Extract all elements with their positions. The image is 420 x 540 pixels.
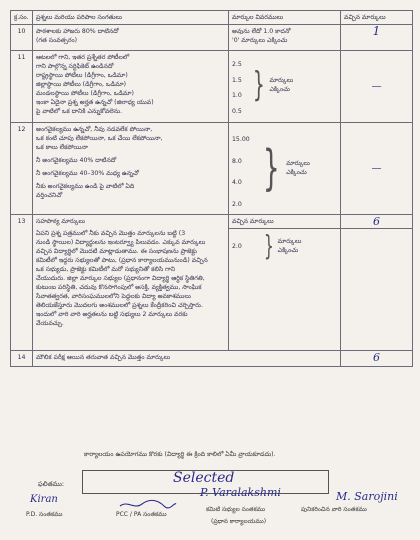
question-line: పాఠశాలకు హాజరు 80% దాటినదో xyxy=(36,28,119,35)
question-line: ఒక కాలు లేకపోయినా xyxy=(36,144,88,151)
result-value: Selected xyxy=(173,470,235,486)
row-title: సహపాఠ్య మార్కులు xyxy=(36,218,86,225)
row-number: 11 xyxy=(11,51,33,123)
member1-signature: P. Varalakshmi xyxy=(200,486,281,499)
brace-icon: } xyxy=(263,229,274,262)
question-line: చేయుదురు. జిల్లా మార్కుల సభ్యుల (ప్రధానంగా విద్యార్థి ఆర్థిక స్థితిగతి, xyxy=(36,275,205,282)
question-line: కమిటీలో ఇద్దరు సభ్యులతో పాటు, (ప్రధాన కార్యాలయమునుండి) వచ్చిన xyxy=(36,257,208,264)
question-line: నీ అంగవైకల్యము 40% దాటినదో xyxy=(36,157,117,164)
header-criteria: ప్రశ్నలు మరియు పరిపాల సంగతులు xyxy=(33,11,229,25)
header-sno: క్ర.సం. xyxy=(11,11,33,25)
row-options xyxy=(229,25,341,51)
row-number: 12 xyxy=(11,123,33,215)
option-value: 0.5 xyxy=(232,107,242,115)
row-number: 13 xyxy=(11,215,33,351)
row-options xyxy=(229,215,341,351)
question-line: ఇందులో వారి వారి అర్హతలను బట్టి సభ్యులు 2 మార్కులు వరకు xyxy=(36,311,188,318)
row-mark xyxy=(341,51,413,123)
question-line: ఒక సభ్యుడు, ప్రాజెక్టు కమిటీలో మరో సభ్యునితో కలిసి గాని xyxy=(36,266,176,273)
row-question xyxy=(33,25,229,51)
question-line: వర్తించనిచో xyxy=(36,192,63,199)
marks-table xyxy=(10,10,413,367)
handwritten-mark: 1 xyxy=(372,24,381,38)
option-value: 2.0 xyxy=(232,200,242,208)
option-line: '0' మార్కులు ఎక్కించు xyxy=(232,37,288,44)
row-options xyxy=(229,123,341,215)
option-label: మార్కులు ఎక్కించు xyxy=(286,160,310,176)
option-value: 4.0 xyxy=(232,179,242,187)
handwritten-mark: — xyxy=(371,80,382,92)
question-line: ఒక కంటి చూపు లేకపోయినా, ఒక చేయి లేకపోయినా, xyxy=(36,135,163,142)
option-label: మార్కులు ఎక్కించు xyxy=(277,238,302,254)
brace-icon: } xyxy=(252,65,265,105)
question-line: అంగవైకల్యము ఉన్నచో, నీవు నడవలేక పోయినా, xyxy=(36,126,153,133)
question-line: వేయవచ్చు. xyxy=(36,320,64,327)
question-line: తెలియజేస్తూరు మొదలగు అంశములలో ప్రశ్నలు కేంద్రీకరించి చర్చిస్తారు. xyxy=(36,302,203,309)
question-line: జిల్లాస్థాయి పోటీలు (డిగ్రీగాం, ఒడిమా) xyxy=(36,81,127,88)
table-row xyxy=(11,25,413,51)
question-line: (గత సంవత్సరం) xyxy=(36,37,78,44)
table-row xyxy=(11,215,413,351)
question-line: పై వాటిలో ఒక దానికి ఎన్నుకోవలెను. xyxy=(36,108,123,115)
option-value: 8.0 xyxy=(232,157,242,165)
pd-signature: Kiran xyxy=(30,494,58,505)
pd-signature-label: P.D. సంతకము xyxy=(26,511,63,518)
member2-signature: M. Sarojini xyxy=(336,490,398,503)
row-number: 14 xyxy=(11,351,33,367)
option-label: మార్కులు ఎక్కించు xyxy=(269,77,294,93)
question-line: రాష్ట్రస్థాయి పోటీలు (డిగ్రీగాం, ఒడిమా) xyxy=(36,72,128,79)
brace-icon: } xyxy=(262,140,280,196)
options-subheader: వచ్చిన మార్కులు xyxy=(229,215,340,229)
question-line: ఏపని ప్రశ్న పత్రములో నీకు వచ్చిన మొత్తం మార్కులను బట్టి (3 xyxy=(36,230,186,237)
pcc-signature-label: PCC / PA సంతకము xyxy=(116,511,167,518)
row-options xyxy=(229,51,341,123)
option-value: 2.5 xyxy=(232,61,242,68)
row-question: మౌలిక పరీక్ష ఆయిన తరువాత వచ్చిన మొత్తం మార్కులు xyxy=(33,351,341,367)
row-question xyxy=(33,51,229,123)
header-marks: వచ్చిన మార్కులు xyxy=(341,11,413,25)
handwritten-mark: 6 xyxy=(373,351,380,364)
member1-signature-sub: (ప్రధాన కార్యాలయము) xyxy=(211,518,267,525)
result-label: ఫలితము: xyxy=(38,480,65,488)
question-line: నుండి స్థాయిల) విద్యార్థులను ఇంటర్వ్యూ పిలువడం. ఎక్కువ మార్కులు xyxy=(36,239,206,246)
question-line: నీ అంగవైకల్యము 40–30% మధ్య ఉన్నచో xyxy=(36,170,139,177)
question-line: మండలస్థాయి పోటీలు (డిగ్రీగాం, ఒడిమా) xyxy=(36,90,134,97)
question-line: వచ్చిన విద్యార్థిలో మొదటి మాట్లాడుతాము. ఈ సంభాషణను ప్రాజెక్టు xyxy=(36,248,197,255)
option-value: 1.5 xyxy=(232,76,242,84)
question-line: గాని పాల్గొన్న సర్టిఫికెట్ ఉండినదో xyxy=(36,63,114,70)
handwritten-mark: 6 xyxy=(373,215,380,228)
member1-signature-label: కమిటి సభ్యుల సంతకము xyxy=(206,506,266,513)
option-value: 1.0 xyxy=(232,92,242,100)
row-mark xyxy=(341,123,413,215)
table-header-row xyxy=(11,11,413,25)
handwritten-mark: — xyxy=(371,162,382,174)
pcc-signature xyxy=(118,495,178,507)
option-value: 15.00 xyxy=(232,136,250,143)
row-number: 10 xyxy=(11,25,33,51)
table-row xyxy=(11,123,413,215)
option-line: అవును లేదో 1.0 కాదనో xyxy=(232,28,291,35)
member2-signature-label: పునికరించిన వారి సంతకము xyxy=(301,506,367,513)
table-row xyxy=(11,51,413,123)
row-question xyxy=(33,123,229,215)
row-mark xyxy=(341,351,413,367)
office-use-note: కార్యాలయం ఉపయోగము కొరకు (విద్యార్థి ఈ క్రింది కాలిలో ఏమీ వ్రాయకూడదు). xyxy=(84,451,276,458)
header-options: మార్కుల వివరములు xyxy=(229,11,341,25)
question-line: కుటుంబ పరిస్థితి, చదువు కొనసాగింపులో అసక్తి, వ్యక్తిత్వము, సాంఘిక xyxy=(36,284,202,291)
row-mark xyxy=(341,215,413,351)
question-line: సేవాతత్వరత, వారిసంఘములలోని పెద్దలకు విద్యా అవకాశములు xyxy=(36,293,191,300)
question-line: నీకు అంగవైకల్యము ఉండి పై వాటిలో ఏది xyxy=(36,183,135,190)
row-mark xyxy=(341,25,413,51)
option-value: 2.0 xyxy=(232,242,242,250)
question-line: ఆటలలో గాని, ఇతర ప్రశ్నేతర పోటీలలో xyxy=(36,54,130,61)
table-row xyxy=(11,351,413,367)
row-question xyxy=(33,215,229,351)
question-line: ఇంకా ఏదైనా ప్రశ్న అర్హత ఉన్నచో (జిలాధ్య యువ) xyxy=(36,99,154,106)
signature-scribble-icon xyxy=(118,498,178,510)
